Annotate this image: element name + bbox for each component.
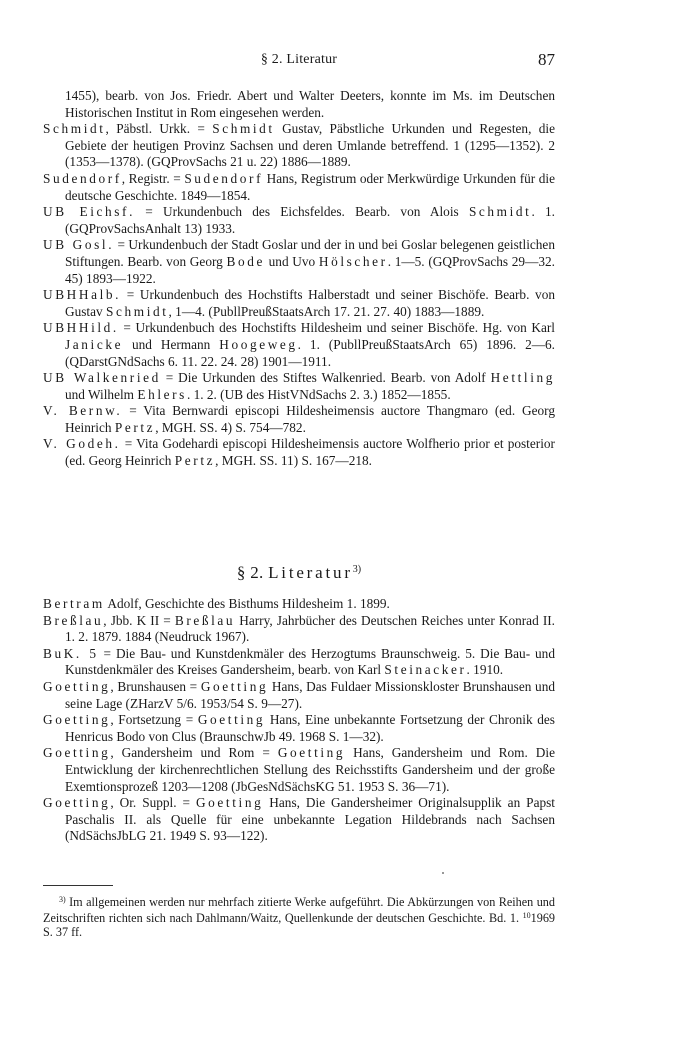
entry-key: Breßlau [43, 612, 104, 628]
list-item: Goetting, Brunshausen = Goetting Hans, Das Fuldaer Missionskloster Brunshausen und seine Lage (ZHarzV 5/6. 1953/54 S. 9—27). [43, 678, 555, 711]
footnote: $^{3)}$ Im allgemeinen werden nur mehrfach zitierte Werke aufgeführt. Die Abkürzungen von Reihen und Zeitschriften richten sich nach Dahlmann/Waitz, Quellenkunde der deutschen Geschichte. Bd. 1. $^{10}$1969 S. 37 ff. [43, 895, 555, 940]
section-title: Literatur [268, 563, 353, 582]
entry-key: Sudendorf [43, 170, 122, 186]
entry-key: UB Gosl. [43, 237, 115, 253]
list-item: UB Eichsf. = Urkundenbuch des Eichsfeldes. Bearb. von Alois Schmidt. 1. (GQProvSachsAnhalt 13) 1933. [43, 204, 556, 236]
entry-key: Goetting [43, 795, 111, 811]
footnote-divider [43, 885, 113, 886]
list-item: BuK. 5 = Die Bau- und Kunstdenkmäler des Herzogtums Braunschweig. 5. Die Bau- und Kunstdenkmäler des Kreises Gandersheim, bearb. von Karl Steinacker. 1910. [43, 645, 555, 678]
edition-superscript: 10 [522, 911, 531, 921]
list-item: Goetting, Gandersheim und Rom = Goetting Hans, Gandersheim und Rom. Die Entwicklung der kirchenrechtlichen Stellung des Reichsstifts Gandersheim und der große Exemtionsprozeß 1203—1208 (JbGesNdSächsKG 51. 1953 S. 36—71). [43, 745, 555, 794]
abbreviation-list [43, 88, 555, 470]
list-item: UB Walkenried = Die Urkunden des Stiftes Walkenried. Bearb. von Adolf Hettling und Wilhelm Ehlers. 1. 2. (UB des HistVNdSachs 2. 3.) 1852—1855. [43, 370, 555, 402]
entry-key: BuK. 5 [43, 645, 99, 661]
footnote-reference: 3) [352, 564, 362, 575]
list-item: Sudendorf, Registr. = Sudendorf Hans, Registrum oder Merkwürdige Urkunden für die deutsche Geschichte. 1849—1854. [43, 170, 556, 203]
entry-key: V. Bernw. [43, 403, 123, 419]
footnote-mark: 3) [59, 895, 66, 904]
entry-key: Goetting [43, 712, 111, 728]
entry-key: Schmidt [43, 121, 106, 137]
running-head [43, 50, 555, 72]
list-item: Schmidt, Päbstl. Urkk. = Schmidt Gustav, Päbstliche Urkunden und Regesten, die Gebiete der heutigen Provinz Sachsen und deren Umlande betreffend. 1 (1295—1352). 2 (1353—1378). (GQProvSachs 21 u. 22) 1886—1889. [43, 121, 555, 170]
list-item: Breßlau, Jbb. K II = Breßlau Harry, Jahrbücher des Deutschen Reiches unter Konrad II. 1. 2. 1879. 1884 (Neudruck 1967). [43, 612, 555, 645]
entry-key: Bertram [43, 596, 105, 611]
list-item: UBHHild. = Urkundenbuch des Hochstifts Hildesheim und seiner Bischöfe. Hg. von Karl Janicke und Hermann Hoogeweg. 1. (PubllPreußStaatsArch 65) 1896. 2—6. (QDarstGNdSachs 6. 11. 22. 24. 28) 1901—1911. [43, 320, 555, 369]
entry-key: UB Eichsf. [43, 204, 136, 220]
list-item: UBHHalb. = Urkundenbuch des Hochstifts Halberstadt und seiner Bischöfe. Bearb. von Gustav Schmidt, 1—4. (PubllPreußStaatsArch 17. 21. 27. 40) 1883—1889. [43, 287, 555, 319]
list-item: Goetting, Fortsetzung = Goetting Hans, Eine unbekannte Fortsetzung der Chronik des Henricus Bodo von Clus (BraunschwJb 49. 1968 S. 1—32). [43, 712, 555, 744]
entry-key: Goetting [43, 678, 111, 694]
stray-dot [442, 872, 444, 874]
list-item: V. Bernw. = Vita Bernwardi episcopi Hildesheimensis auctore Thangmaro (ed. Georg Heinrich Pertz, MGH. SS. 4) S. 754—782. [43, 403, 555, 435]
list-item: UB Gosl. = Urkundenbuch der Stadt Goslar und der in und bei Goslar belegenen geistlichen Stiftungen. Bearb. von Georg Bode und Uvo Hölscher. 1—5. (GQProvSachs 29—32. 45) 1893—1922. [43, 237, 555, 286]
section-heading: § 2. Literatur$^{3)}$ [236, 563, 362, 582]
entry-key: UB Walkenried [43, 370, 161, 386]
list-item: V. Godeh. = Vita Godehardi episcopi Hildesheimensis auctore Wolfherio prior et posterior (ed. Georg Heinrich Pertz, MGH. SS. 11) S. 167—218. [43, 436, 555, 469]
running-title: § 2. Literatur [260, 52, 338, 67]
entry-key: UBHHild. [43, 320, 119, 336]
page-number: 87 [538, 50, 555, 69]
entry-key: UBHHalb. [43, 287, 122, 303]
entry-key: V. Godeh. [43, 436, 121, 452]
entry-key: Goetting [43, 745, 111, 761]
list-item: Bertram Adolf, Geschichte des Bisthums Hildesheim 1. 1899. [43, 596, 390, 611]
list-item: 1455), bearb. von Jos. Friedr. Abert und Walter Deeters, konnte im Ms. im Deutschen Historischen Institut in Rom eingesehen werden. [65, 88, 555, 120]
literature-list [43, 596, 555, 845]
list-item: Goetting, Or. Suppl. = Goetting Hans, Die Gandersheimer Originalsupplik an Papst Paschalis II. als Quelle für eine unbekannte Legation Hildebrands nach Sachsen (NdSächsJbLG 21. 1949 S. 93—122). [43, 795, 555, 844]
